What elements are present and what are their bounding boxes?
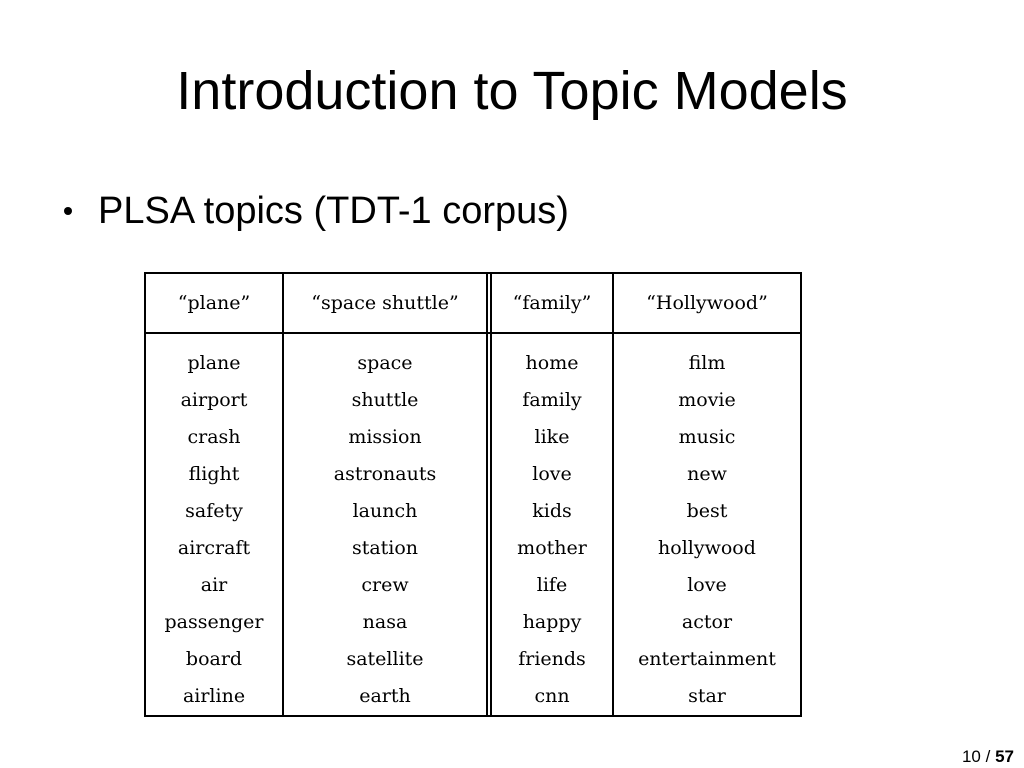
- table-cell: flight: [188, 463, 240, 485]
- table-cell: life: [536, 574, 568, 596]
- current-page: 10: [961, 747, 981, 766]
- table-cell: cnn: [534, 685, 570, 707]
- table-cell: kids: [532, 500, 572, 522]
- total-pages: 57: [995, 747, 1014, 766]
- table-cell: like: [534, 426, 570, 448]
- topics-table: [144, 272, 802, 717]
- table-cell: music: [678, 426, 736, 448]
- page-separator: /: [985, 747, 991, 766]
- table-cell: nasa: [362, 611, 408, 633]
- table-cell: earth: [359, 685, 411, 707]
- bullet-item: [64, 192, 569, 230]
- table-cell: satellite: [346, 648, 424, 670]
- table-cell: film: [688, 352, 726, 374]
- table-cell: friends: [518, 648, 586, 670]
- table-cell: mission: [348, 426, 422, 448]
- table-cell: hollywood: [658, 537, 756, 559]
- table-cell: entertainment: [638, 648, 776, 670]
- table-cell: aircraft: [177, 537, 251, 559]
- column-divider: [486, 274, 488, 715]
- table-cell: station: [351, 537, 419, 559]
- topic-column-hollywood: [614, 274, 800, 715]
- table-cell: crash: [187, 426, 241, 448]
- table-cell: love: [532, 463, 572, 485]
- table-cell: plane: [187, 352, 241, 374]
- table-cell: airline: [182, 685, 246, 707]
- table-cell: air: [200, 574, 228, 596]
- table-cell: home: [525, 352, 579, 374]
- table-cell: launch: [352, 500, 418, 522]
- table-cell: passenger: [164, 611, 264, 633]
- slide-title: Introduction to Topic Models: [176, 61, 848, 121]
- column-header: “Hollywood”: [646, 291, 768, 314]
- bullet-icon: [64, 207, 72, 215]
- bullet-text: PLSA topics (TDT-1 corpus): [98, 190, 569, 232]
- column-header: “family”: [512, 291, 592, 314]
- table-cell: happy: [522, 611, 582, 633]
- table-cell: board: [185, 648, 243, 670]
- table-cell: love: [687, 574, 727, 596]
- topic-column-family: [492, 274, 612, 715]
- table-cell: shuttle: [351, 389, 419, 411]
- table-cell: star: [688, 685, 726, 707]
- table-cell: astronauts: [333, 463, 437, 485]
- column-header: “plane”: [177, 291, 251, 314]
- table-cell: airport: [180, 389, 248, 411]
- table-cell: safety: [185, 500, 243, 522]
- table-cell: best: [686, 500, 728, 522]
- column-header: “space shuttle”: [311, 291, 459, 314]
- table-cell: space: [357, 352, 413, 374]
- topic-column-plane: [146, 274, 282, 715]
- table-cell: actor: [681, 611, 733, 633]
- table-cell: movie: [678, 389, 736, 411]
- page-number: [962, 748, 1014, 765]
- table-cell: mother: [517, 537, 587, 559]
- table-cell: new: [687, 463, 727, 485]
- table-cell: crew: [361, 574, 409, 596]
- topic-column-space-shuttle: [284, 274, 486, 715]
- table-cell: family: [522, 389, 582, 411]
